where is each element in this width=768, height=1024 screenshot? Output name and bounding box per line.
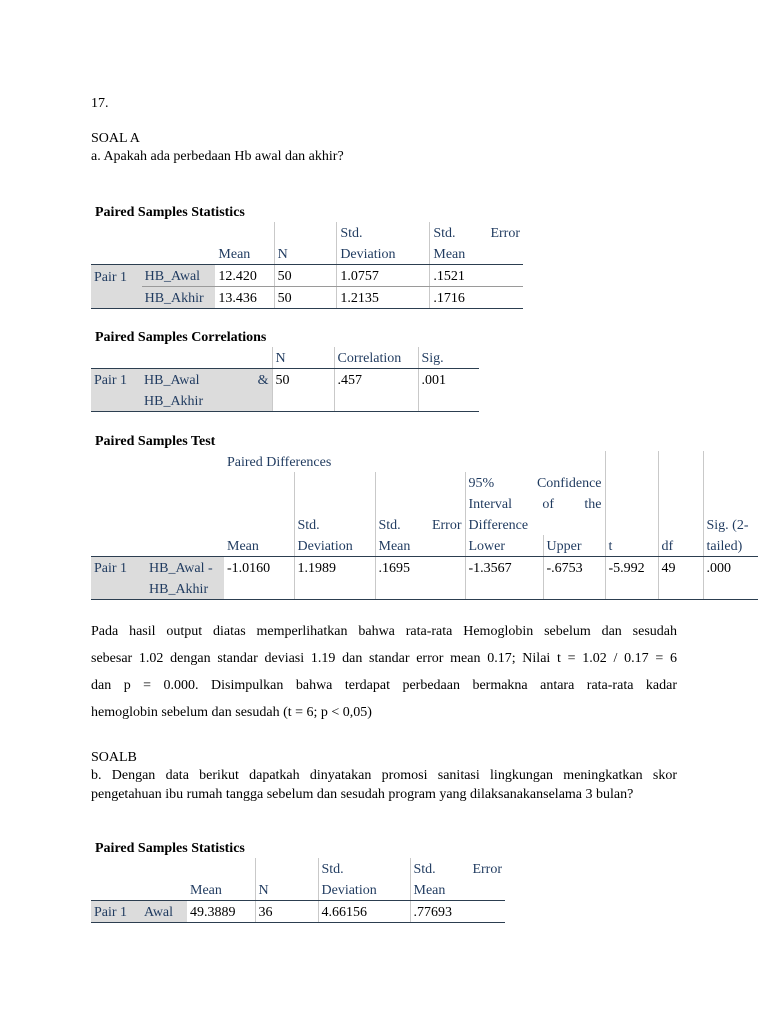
table-row [91,287,523,309]
table-row [91,557,758,579]
test-title: Paired Samples Test [95,434,216,449]
header-n: N [255,879,318,901]
cell-sd: 1.2135 [337,287,430,309]
conclusion-line-1: Pada hasil output diatas memperlihatkan bahwa rata-rata Hemoglobin sebelum dan sesudah [91,624,677,639]
row-label: Awal [141,901,187,923]
header-sig-1: Sig. (2- [703,514,758,535]
header-mean: Mean [187,879,255,901]
pair-label: Pair 1 [91,901,141,923]
table-row [91,369,479,391]
header-n: N [274,243,337,265]
conclusion-line-2: sebesar 1.02 dengan standar deviasi 1.19 dan standar error mean 0.17; Nilai t = 1.02 / 0.17 = 6 [91,651,677,666]
row-label-2: HB_Akhir [141,390,272,412]
header-sig: Sig. [418,347,479,369]
header-paired-differences: Paired Differences [227,455,332,470]
stats2-title: Paired Samples Statistics [95,841,245,856]
header-lower: Lower [465,535,543,557]
soal-a-title: SOAL A [91,131,140,146]
header-t: t [605,535,658,557]
header-std-error-2: Mean [430,243,523,265]
cell-mean: 13.436 [215,287,274,309]
header-std-error-1: Std. Error [413,862,502,877]
header-upper: Upper [543,535,605,557]
header-mean: Mean [224,535,294,557]
paired-samples-test-table [91,451,758,600]
cell-lower: -1.3567 [465,557,543,579]
table-row [91,265,523,287]
header-ci-1: 95% Confidence [468,476,602,491]
header-n: N [272,347,334,369]
cell-sd: 1.0757 [337,265,430,287]
pair-label: Pair 1 [91,557,146,579]
paired-samples-statistics-table-2 [91,858,505,923]
row-label: HB_Akhir [142,287,216,309]
cell-df: 49 [658,557,703,579]
row-label: HB_Awal & [144,373,269,388]
header-std-dev-1: Std. [294,514,375,535]
header-std-dev-2: Deviation [337,243,430,265]
header-std-error-1: Std. Error [378,518,462,533]
header-std-dev-2: Deviation [294,535,375,557]
header-std-error-2: Mean [410,879,505,901]
header-correlation: Correlation [334,347,418,369]
paired-samples-statistics-table [91,222,523,309]
header-sig-2: tailed) [703,535,758,557]
header-ci-3: Difference [465,514,605,535]
cell-correlation: .457 [334,369,418,391]
conclusion-paragraph [91,618,677,726]
cell-t: -5.992 [605,557,658,579]
header-std-dev-1: Std. [337,222,430,243]
soal-b-title: SOALB [91,750,137,765]
cell-se: .77693 [410,901,505,923]
stats1-title: Paired Samples Statistics [95,205,245,220]
soal-b-question-line-1: b. Dengan data berikut dapatkah dinyatakan promosi sanitasi lingkungan meningkatkan skor [91,768,677,783]
soal-b-question [91,766,677,804]
cell-sig: .001 [418,369,479,391]
cell-sig: .000 [703,557,758,579]
cell-n: 50 [274,287,337,309]
cell-sd: 1.1989 [294,557,375,579]
cell-se: .1716 [430,287,523,309]
pair-label: Pair 1 [91,369,141,391]
cell-n: 50 [272,369,334,391]
cell-mean: -1.0160 [227,561,271,576]
header-std-dev-2: Deviation [318,879,410,901]
cell-sd: 4.66156 [318,901,410,923]
header-ci-2: Interval of the [468,497,602,512]
soal-b-question-line-2: pengetahuan ibu rumah tangga sebelum dan sesudah program yang dilaksanakanselama 3 bulan? [91,787,634,802]
cell-mean: 49.3889 [187,901,255,923]
row-label: HB_Awal - [146,557,224,579]
cell-upper: -.6753 [543,557,605,579]
header-std-error-1: Std. Error [433,226,520,241]
paired-samples-correlations-table [91,347,479,412]
header-mean: Mean [215,243,274,265]
cell-se: .1521 [430,265,523,287]
cell-n: 36 [255,901,318,923]
cell-mean: 12.420 [215,265,274,287]
header-df: df [658,535,703,557]
soal-a-question: a. Apakah ada perbedaan Hb awal dan akhir? [91,149,344,164]
corr-title: Paired Samples Correlations [95,330,267,345]
heading-number: 17. [91,96,109,111]
row-label-2: HB_Akhir [146,578,224,600]
conclusion-line-4: hemoglobin sebelum dan sesudah (t = 6; p < 0,05) [91,705,372,720]
row-label: HB_Awal [142,265,216,287]
conclusion-line-3: dan p = 0.000. Disimpulkan bahwa terdapat perbedaan bermakna antara rata-rata kadar [91,678,677,693]
cell-n: 50 [274,265,337,287]
header-std-dev-1: Std. [318,858,410,879]
header-std-error-2: Mean [375,535,465,557]
pair-label: Pair 1 [91,265,142,287]
cell-se: .1695 [375,557,465,579]
table-row [91,901,505,923]
